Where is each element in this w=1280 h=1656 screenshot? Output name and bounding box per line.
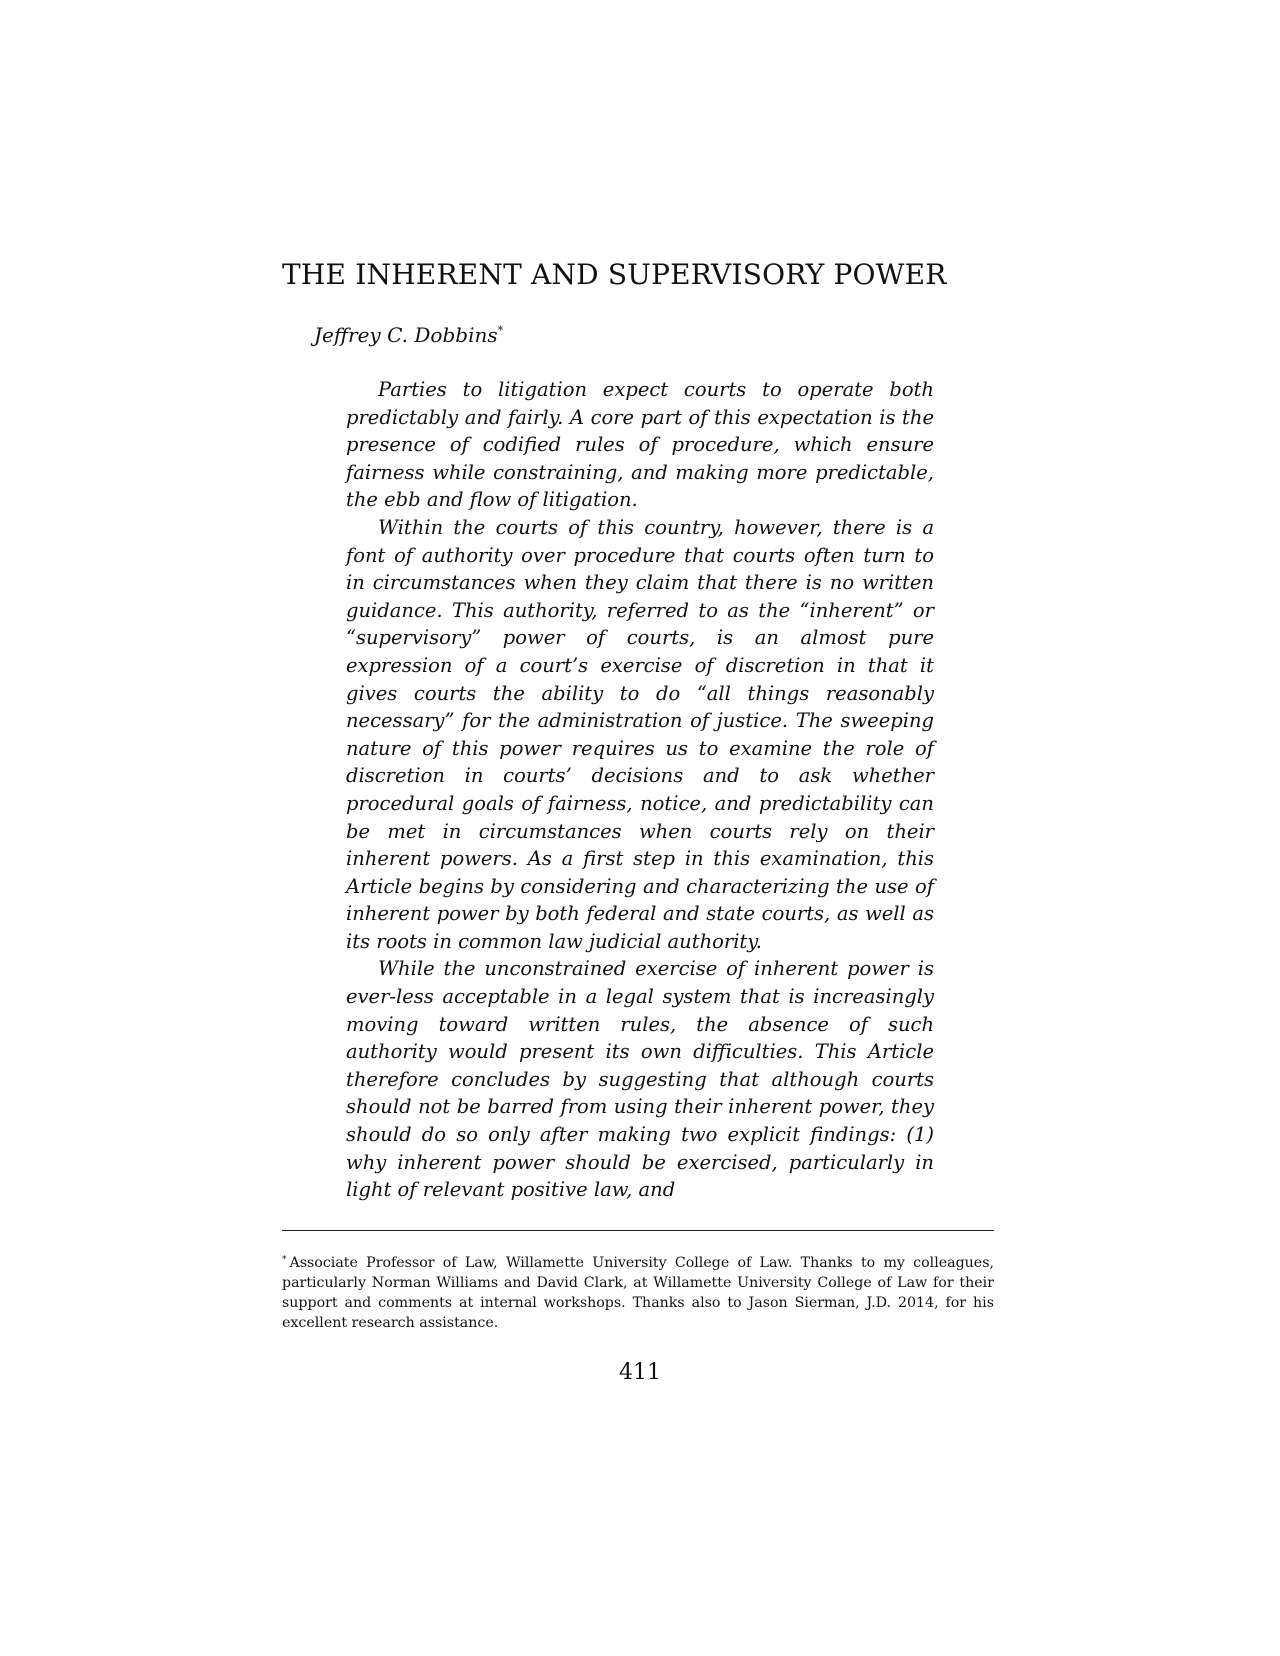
footnote bbox=[282, 1250, 994, 1333]
footnote-text: Associate Professor of Law, Willamette University College of Law. Thanks to my colleagues, particularly Norman Williams and David Clark, at Willamette University College of Law for their support and comments at internal workshops. Thanks also to Jason Sierman, J.D. 2014, for his excellent research assistance. bbox=[282, 1255, 994, 1331]
article-title: THE INHERENT AND SUPERVISORY POWER bbox=[282, 258, 947, 291]
abstract-paragraph-3: While the unconstrained exercise of inherent power is ever-less acceptable in a legal system that is increasingly moving toward written rules, the absence of such authority would present its own difficulties. This Article therefore concludes by suggesting that although courts should not be barred from using their inherent power, they should do so only after making two explicit findings: (1) why inherent power should be exercised, particularly in light of relevant positive law, and bbox=[346, 957, 934, 1202]
footnote-divider bbox=[282, 1230, 994, 1231]
author-name bbox=[314, 323, 503, 347]
page-number: 411 bbox=[619, 1360, 661, 1385]
author-footnote-marker[interactable]: * bbox=[497, 324, 504, 337]
author-name-text: Jeffrey C. Dobbins bbox=[314, 323, 498, 347]
abstract-paragraph-1: Parties to litigation expect courts to operate both predictably and fairly. A core part of this expectation is the presence of codified rules of procedure, which ensure fairness while constraining, and making more predictable, the ebb and flow of litigation. bbox=[346, 378, 934, 512]
abstract-paragraph-2: Within the courts of this country, however, there is a font of authority over procedure that courts often turn to in circumstances when they claim that there is no written guidance. This authority, referred to as the “inherent” or “supervisory” power of courts, is an almost pure expression of a court’s exercise of discretion in that it gives courts the ability to do “all things reasonably necessary” for the administration of justice. The sweeping nature of this power requires us to examine the role of discretion in courts’ decisions and to ask whether procedural goals of fairness, notice, and predictability can be met in circumstances when courts rely on their inherent powers. As a first step in this examination, this Article begins by considering and characterizing the use of inherent power by both federal and state courts, as well as its roots in common law judicial authority. bbox=[346, 515, 934, 953]
footnote-marker: * bbox=[282, 1255, 287, 1265]
abstract bbox=[346, 376, 934, 1204]
